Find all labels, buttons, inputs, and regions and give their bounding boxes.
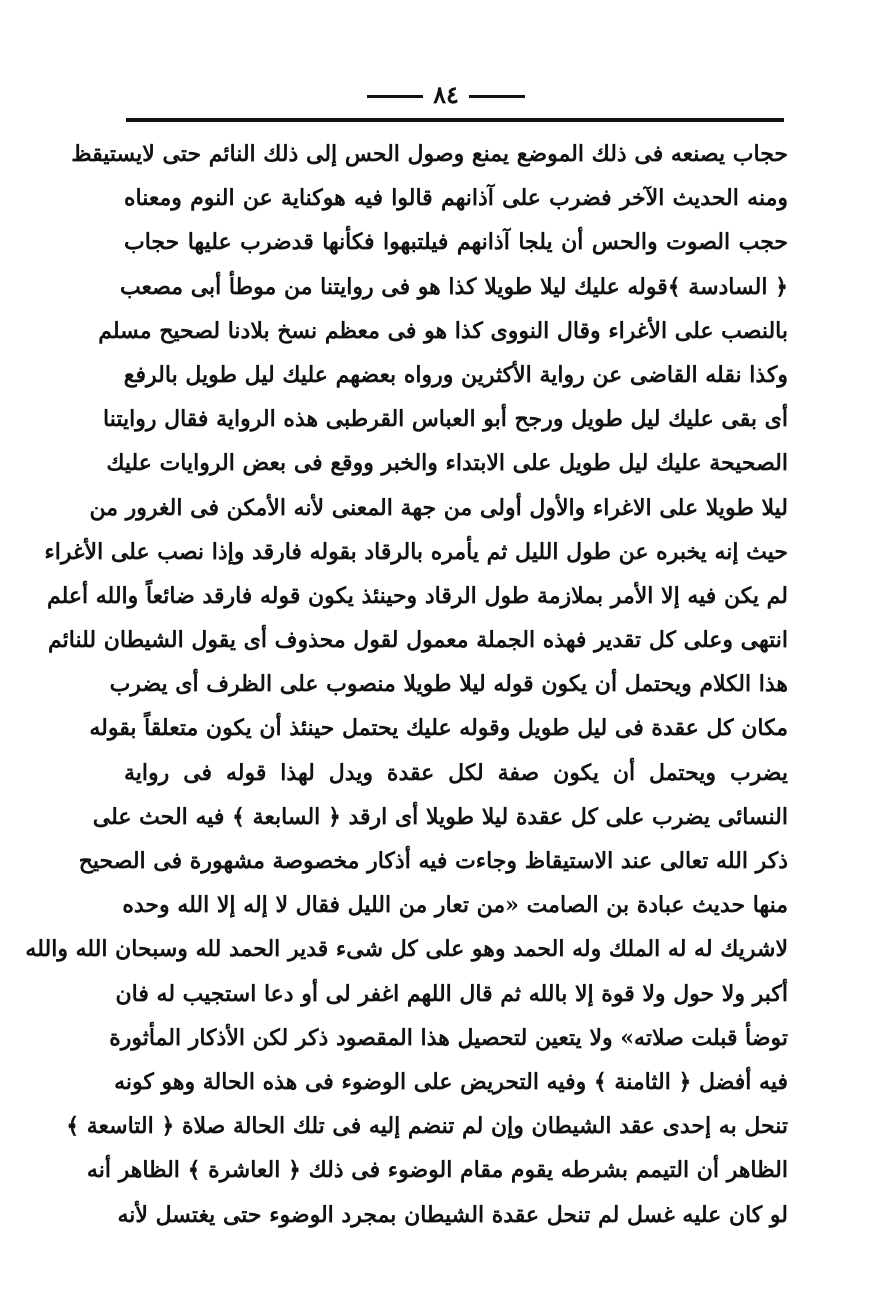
text-line: منها حديث عبادة بن الصامت «من تعار من الليل فقال لا إله إلا الله وحده: [122, 892, 788, 919]
text-line: توضأ قبلت صلاته» ولا يتعين لتحصيل هذا المقصود ذكر لكن الأذكار المأثورة: [109, 1024, 788, 1051]
text-line: لاشريك له له الملك وله الحمد وهو على كل شىء قدير الحمد لله وسبحان الله والله: [25, 936, 788, 963]
header-rule: [126, 118, 784, 122]
text-line: حجاب يصنعه فى ذلك الموضع يمنع وصول الحس إلى ذلك النائم حتى لايستيقظ: [71, 141, 788, 167]
text-line: مكان كل عقدة فى ليل طويل وقوله عليك يحتمل حينئذ أن يكون متعلقاً بقوله: [89, 715, 788, 742]
text-line: ومنه الحديث الآخر فضرب على آذانهم قالوا فيه هوكناية عن النوم ومعناه: [124, 185, 788, 212]
header-dash-right: [469, 95, 525, 98]
body-text: [25, 132, 788, 1237]
text-line: يضرب ويحتمل أن يكون صفة لكل عقدة ويدل لهذا قوله فى رواية: [124, 759, 788, 786]
page-number: ٨٤: [433, 80, 459, 109]
page-header: [0, 80, 892, 109]
text-line: لم يكن فيه إلا الأمر بملازمة طول الرقاد وحينئذ يكون قوله فارقد ضائعاً والله أعلم: [46, 582, 788, 609]
text-line: بالنصب على الأغراء وقال النووى كذا هو فى معظم نسخ بلادنا لصحيح مسلم: [98, 317, 788, 344]
text-line: لو كان عليه غسل لم تنحل عقدة الشيطان بمجرد الوضوء حتى يغتسل لأنه: [117, 1201, 788, 1228]
text-line: الظاهر أن التيمم بشرطه يقوم مقام الوضوء فى ذلك ﴿ العاشرة ﴾ الظاهر أنه: [86, 1157, 788, 1184]
text-line: حجب الصوت والحس أن يلجا آذانهم فيلتبهوا فكأنها قدضرب عليها حجاب: [124, 229, 788, 256]
text-line: وكذا نقله القاضى عن رواية الأكثرين ورواه بعضهم عليك ليل طويل بالرفع: [123, 361, 788, 388]
text-line: هذا الكلام ويحتمل أن يكون قوله ليلا طويلا منصوب على الظرف أى يضرب: [109, 671, 788, 698]
text-line: أكبر ولا حول ولا قوة إلا بالله ثم قال اللهم اغفر لى أو دعا استجيب له فان: [115, 980, 788, 1007]
text-line: تنحل به إحدى عقد الشيطان وإن لم تنضم إليه فى تلك الحالة صلاة ﴿ التاسعة ﴾: [66, 1113, 788, 1140]
text-line: انتهى وعلى كل تقدير فهذه الجملة معمول لقول محذوف أى يقول الشيطان للنائم: [48, 627, 788, 654]
text-line: حيث إنه يخبره عن طول الليل ثم يأمره بالرقاد بقوله فارقد وإذا نصب على الأغراء: [44, 538, 788, 565]
text-line: النسائى يضرب على كل عقدة ليلا طويلا أى ارقد ﴿ السابعة ﴾ فيه الحث على: [92, 803, 788, 830]
text-line: ﴿ السادسة ﴾قوله عليك ليلا طويلا كذا هو فى روايتنا من موطأ أبى مصعب: [119, 273, 788, 300]
text-line: ذكر الله تعالى عند الاستيقاظ وجاءت فيه أذكار مخصوصة مشهورة فى الصحيح: [78, 848, 788, 874]
text-line: ليلا طويلا على الاغراء والأول أولى من جهة المعنى لأنه الأمكن فى الغرور من: [89, 494, 788, 521]
header-dash-left: [367, 95, 423, 98]
text-line: أى بقى عليك ليل طويل ورجح أبو العباس القرطبى هذه الرواية فقال روايتنا: [102, 406, 788, 433]
text-line: الصحيحة عليك ليل طويل على الابتداء والخبر ووقع فى بعض الروايات عليك: [106, 450, 788, 477]
text-line: فيه أفضل ﴿ الثامنة ﴾ وفيه التحريض على الوضوء فى هذه الحالة وهو كونه: [114, 1068, 788, 1095]
